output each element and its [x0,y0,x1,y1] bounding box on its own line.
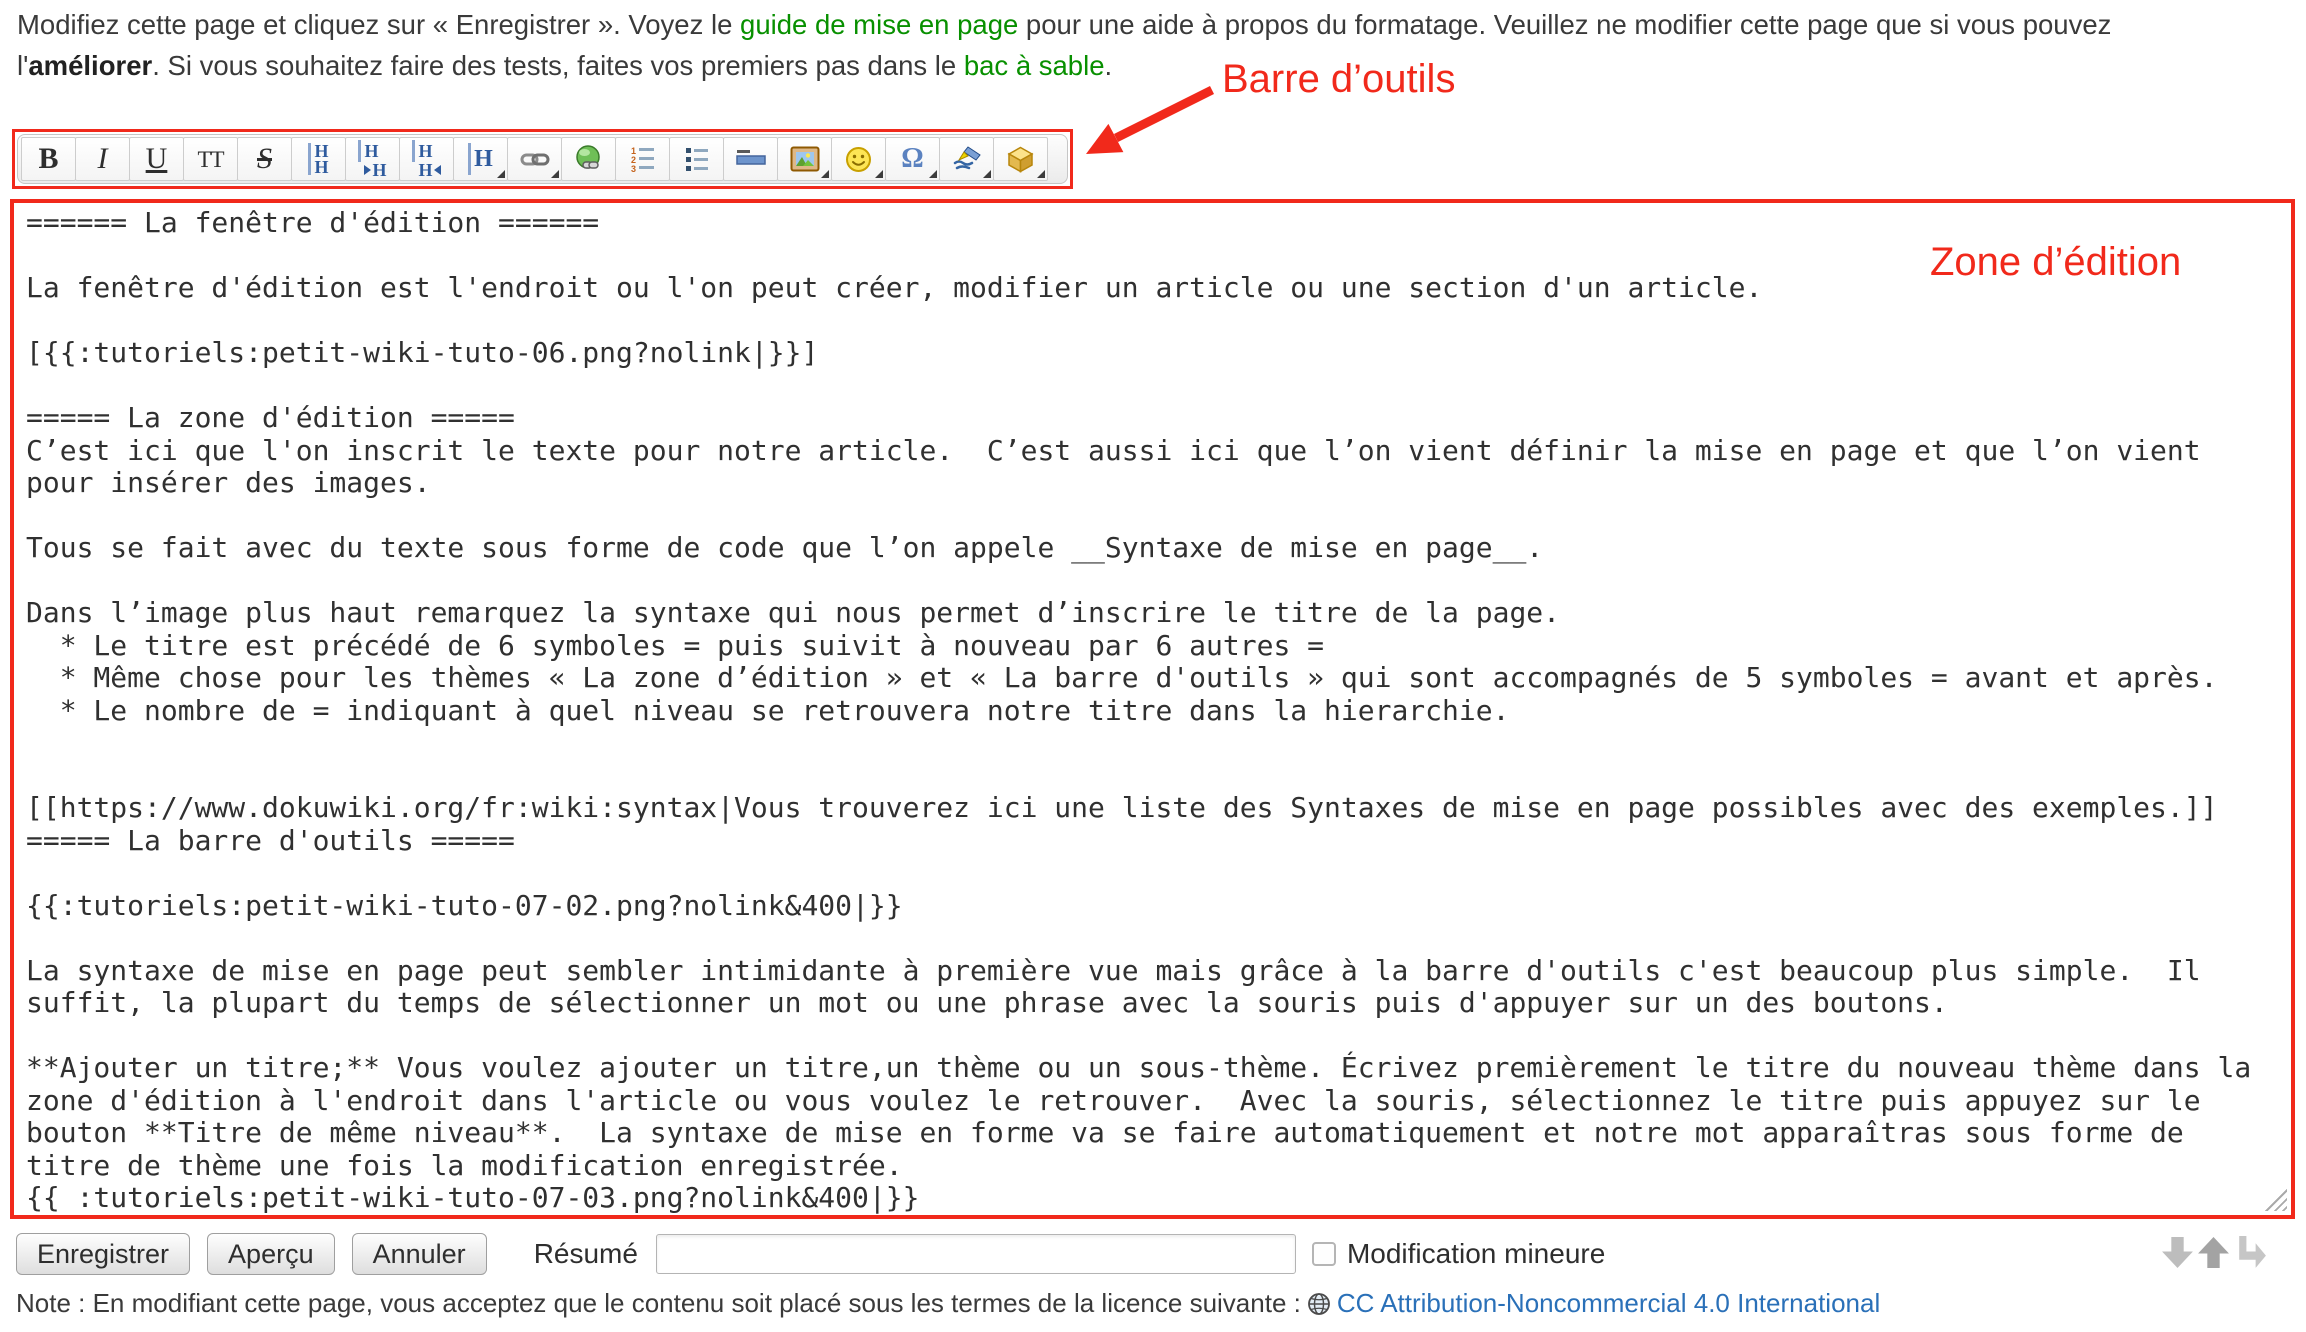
summary-label: Résumé [533,1238,638,1269]
edit-action-bar [16,1232,1605,1276]
intro-segment: Modifiez cette page et cliquez sur « Enregistrer ». Voyez le [17,9,741,40]
signature-button[interactable] [939,137,994,181]
dropdown-corner-icon [821,170,829,178]
image-icon [790,146,820,172]
unordered-list-icon [684,146,710,172]
headline-same-level-button[interactable] [291,137,346,181]
internal-link-button[interactable] [507,137,562,181]
headline-select-button[interactable] [453,137,508,181]
wiki-editor-textarea[interactable] [14,203,2291,1215]
edit-intro-text [17,4,2289,86]
bold-icon: B [38,142,59,175]
cube-icon [1007,146,1034,173]
smiley-button[interactable] [831,137,886,181]
dropdown-corner-icon [929,170,937,178]
improve-bold-text: améliorer [28,50,153,81]
editor-annotation-label: Zone d’édition [1930,240,2182,284]
ordered-list-button[interactable] [615,137,670,181]
toolbar-annotation-box [12,129,1073,189]
license-note-text: Note : En modifiant cette page, vous acceptez que le contenu soit placé sous les termes de la licence suivante : [16,1288,1301,1318]
intro-segment: . Si vous souhaitez faire des tests, faites vos premiers pas dans le [152,50,964,81]
headline-higher-button[interactable] [399,137,454,181]
dropdown-corner-icon [551,170,559,178]
save-button[interactable]: Enregistrer [16,1233,190,1275]
svg-text:3: 3 [630,164,636,172]
intro-segment: l' [17,50,29,81]
link-bac-a-sable[interactable]: bac à sable [963,50,1105,81]
dropdown-corner-icon [1037,170,1045,178]
ordered-list-icon [630,146,656,172]
textarea-resize-handle[interactable] [2265,1189,2287,1211]
plugin-block-button[interactable] [993,137,1048,181]
external-link-button[interactable] [561,137,616,181]
bold-button[interactable] [21,137,76,181]
svg-text:1: 1 [630,146,636,156]
headline-lower-icon: H H [358,140,386,178]
return-arrow-icon[interactable] [2233,1234,2268,1271]
italic-button[interactable] [75,137,130,181]
intro-segment: pour une aide à propos du formatage. Veuillez ne modifier cette page que si vous pouvez [1018,9,2112,40]
summary-input[interactable] [656,1234,1296,1274]
headline-higher-icon: H H [412,140,440,178]
smiley-icon [845,146,872,173]
intro-segment: . [1104,50,1113,81]
minor-edit-checkbox[interactable] [1312,1242,1336,1266]
headline-select-icon: H [468,143,493,175]
editor-annotation-box [10,199,2295,1219]
headline-lower-button[interactable] [345,137,400,181]
globe-link-icon [574,145,604,173]
special-chars-button[interactable] [885,137,940,181]
headline-same-level-icon: H H [308,143,328,175]
minor-edit-label: Modification mineure [1346,1238,1606,1269]
toolbar-annotation-label: Barre d’outils [1222,57,1456,101]
annotation-arrow-icon [1078,80,1228,170]
signature-pen-icon [952,146,982,172]
preview-button[interactable]: Aperçu [207,1233,335,1275]
license-note [16,1288,1880,1319]
dropdown-corner-icon [983,170,991,178]
italic-icon: I [97,142,108,175]
omega-icon: Ω [901,143,924,174]
editor-toolbar [17,134,1068,184]
scroll-down-icon[interactable] [2161,1235,2194,1270]
strikethrough-button[interactable] [237,137,292,181]
svg-text:2: 2 [630,155,636,165]
page-nav-icons [2161,1234,2268,1271]
unordered-list-button[interactable] [669,137,724,181]
license-link[interactable]: CC Attribution-Noncommercial 4.0 International [1336,1288,1881,1318]
globe-icon [1307,1292,1331,1316]
insert-image-button[interactable] [777,137,832,181]
horizontal-rule-icon [735,148,767,170]
monospace-icon: TT [197,146,224,172]
link-icon [520,149,550,169]
scroll-up-icon[interactable] [2197,1235,2230,1270]
monospace-button[interactable] [183,137,238,181]
dropdown-corner-icon [497,170,505,178]
dropdown-corner-icon [875,170,883,178]
horizontal-rule-button[interactable] [723,137,778,181]
cancel-button[interactable]: Annuler [352,1233,487,1275]
strikethrough-icon: S [257,142,272,175]
underline-button[interactable] [129,137,184,181]
link-guide-mise-en-page[interactable]: guide de mise en page [740,9,1019,40]
underline-icon: U [145,142,168,175]
